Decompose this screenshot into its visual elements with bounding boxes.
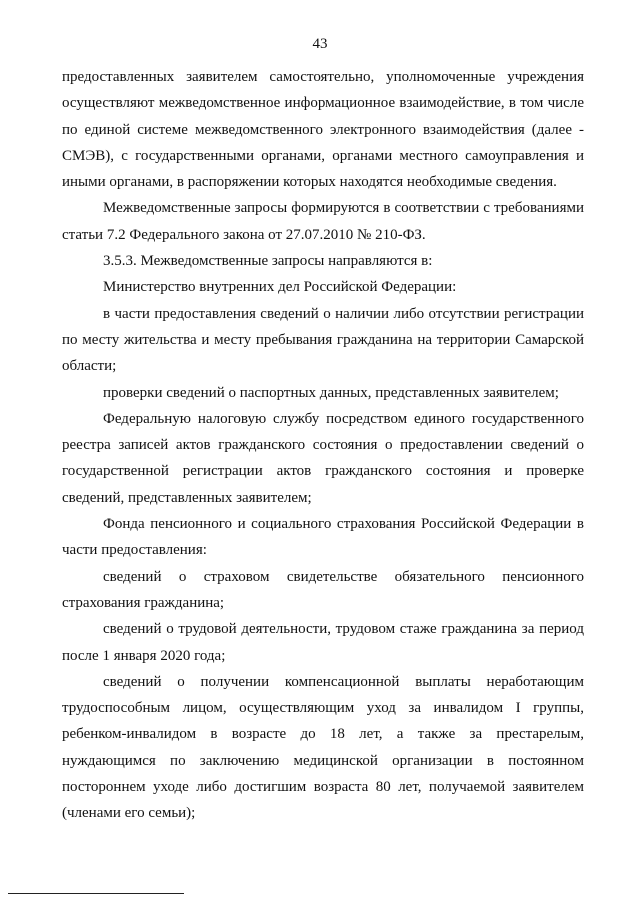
paragraph: сведений о трудовой деятельности, трудовом стаже гражданина за период после 1 января 2020 года; [62,621,584,664]
paragraph: в части предоставления сведений о наличии либо отсутствии регистрации по месту жительства и месту пребывания гражданина на территории Самарской области; [62,305,584,375]
paragraph: Межведомственные запросы формируются в соответствии с требованиями статьи 7.2 Федерального закона от 27.07.2010 № 210-ФЗ. [62,200,584,243]
paragraph: сведений о получении компенсационной выплаты неработающим трудоспособным лицом, осуществляющим уход за инвалидом I группы, ребенком-инвалидом в возрасте до 18 лет, а также за престарелым, нуждающимся по заключению медицинской организации в постоянном постороннем уходе либо достигшим возраста 80 лет, получаемой заявителем (членами его семьи); [62,673,584,822]
page-number: 43 [312,36,328,52]
paragraph: предоставленных заявителем самостоятельно, уполномоченные учреждения осуществляют межведомственное информационное взаимодействие, в том числе по единой системе межведомственного электронного взаимодействия (далее - СМЭВ), с государственными органами, органами местного самоуправления и иными органами, в распоряжении которых находятся необходимые сведения. [62,69,584,191]
paragraph: Федеральную налоговую службу посредством единого государственного реестра записей актов гражданского состояния о предоставлении сведений о государственной регистрации актов гражданского состояния и проверке сведений, представленных заявителем; [62,410,584,506]
paragraph: 3.5.3. Межведомственные запросы направляются в: [103,253,433,270]
paragraph: сведений о страховом свидетельстве обязательного пенсионного страхования гражданина; [62,568,584,611]
paragraph: Министерство внутренних дел Российской Федерации: [103,279,457,296]
paragraph: Фонда пенсионного и социального страхования Российской Федерации в части предоставления: [62,516,584,559]
document-body [62,64,584,827]
paragraph: проверки сведений о паспортных данных, представленных заявителем; [103,384,559,401]
footnote-separator [8,893,184,894]
